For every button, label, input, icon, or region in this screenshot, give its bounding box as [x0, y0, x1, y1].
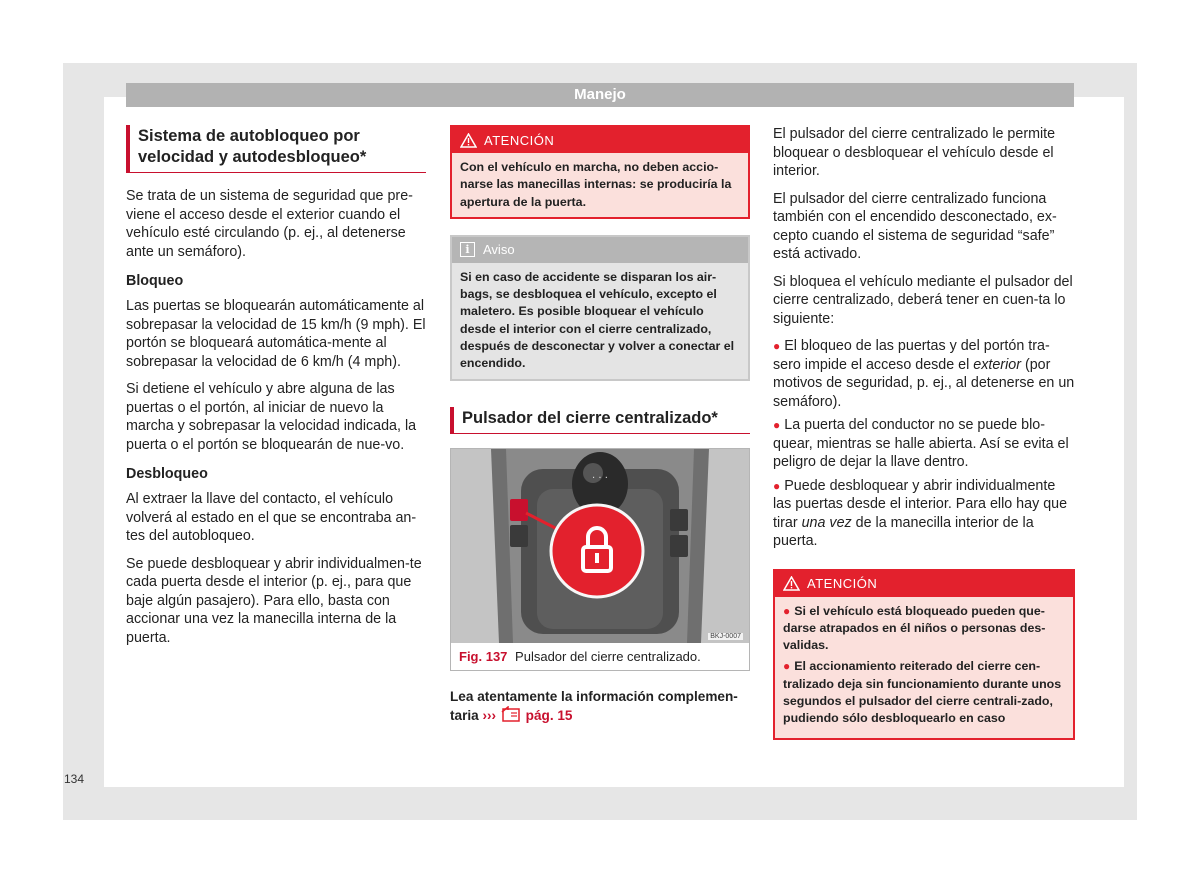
pulsador-paragraph-3: Si bloquea el vehículo mediante el pulsador del cierre centralizado, deberá tener en cuen-ta lo siguiente:	[773, 273, 1073, 327]
read-more-text: Lea atentamente la información complemen-taria	[450, 688, 738, 723]
warning-text: Con el vehículo en marcha, no deben accio-narse las manecillas internas: se produciría la apertura de la puerta.	[452, 153, 748, 217]
warning-body	[775, 597, 1073, 738]
warning-box	[450, 125, 750, 219]
bloqueo-heading: Bloqueo	[126, 273, 184, 289]
read-more-arrows: ›››	[482, 707, 497, 723]
column-middle	[450, 125, 750, 725]
warning-triangle-icon	[783, 576, 800, 591]
page-number: 134	[64, 772, 85, 786]
column-right	[773, 125, 1075, 756]
desbloqueo-paragraph-1: Al extraer la llave del contacto, el vehículo volverá al estado en el que se encontraba an-tes del autobloqueo.	[126, 491, 417, 544]
section-title-pulsador: Pulsador del cierre centralizado*	[450, 407, 750, 434]
figure-caption	[451, 643, 749, 670]
list-item: ● La puerta del conductor no se puede blo-quear, mientras se halle abierta. Así se evita el peligro de dejar la llave dentro.	[773, 417, 1069, 470]
warning-triangle-icon	[460, 133, 477, 148]
bullet-list	[773, 337, 1075, 551]
list-item: ● El bloqueo de las puertas y del portón tra-sero impide el acceso desde el exterior (por motivos de seguridad, p. ej., al detenerse en un semáforo).	[773, 338, 1075, 410]
bullet-icon: ●	[773, 478, 781, 493]
warning-label: ATENCIÓN	[807, 576, 878, 591]
pulsador-paragraph-1: El pulsador del cierre centralizado le permite bloquear o desbloquear el vehículo desde el interior.	[773, 126, 1056, 179]
list-item: ● Puede desbloquear y abrir individualmente las puertas desde el interior. Para ello hay que tirar una vez de la manecilla interior de la puerta.	[773, 477, 1068, 549]
bullet-icon: ●	[783, 659, 791, 674]
bullet-icon: ●	[773, 339, 781, 353]
bloqueo-paragraph-1: Las puertas se bloquearán automáticamente al sobrepasar la velocidad de 15 km/h (9 mph). El portón se bloqueará automática-mente al sobrepasar la velocidad de 6 km/h (4 mph).	[126, 298, 426, 370]
note-header	[452, 237, 748, 263]
section-title-autobloqueo: Sistema de autobloqueo por velocidad y autodesbloqueo*	[126, 125, 426, 173]
info-icon: i	[460, 242, 475, 257]
note-box	[450, 235, 750, 381]
warning-list	[783, 603, 1065, 728]
figure-image	[451, 449, 749, 643]
svg-text:· · ·: · · ·	[592, 472, 608, 484]
desbloqueo-heading: Desbloqueo	[126, 466, 208, 482]
column-left	[126, 125, 426, 656]
gear-console-illustration	[451, 449, 749, 643]
warning-label: ATENCIÓN	[484, 132, 555, 148]
read-more	[450, 687, 750, 725]
list-item: ● El accionamiento reiterado del cierre cen-tralizado deja sin funcionamiento durante unos segundos el pulsador del cierre centrali-zado, pudiendo sólo desbloquearlo en caso	[783, 659, 1062, 726]
warning-box-2	[773, 569, 1075, 740]
pulsador-paragraph-2: El pulsador del cierre centralizado funciona también con el encendido desconectado, ex-cepto cuando el sistema de seguridad “safe” está activado.	[773, 190, 1057, 262]
list-item: ● Si el vehículo está bloqueado pueden que-darse atrapados en él niños o personas des-validas.	[783, 603, 1046, 653]
figure-caption-text: Pulsador del cierre centralizado.	[515, 648, 701, 664]
intro-paragraph: Se trata de un sistema de seguridad que pre-viene el acceso desde el exterior cuando el vehículo esté circulando (p. ej., al detenerse ante un semáforo).	[126, 188, 413, 260]
warning-header	[775, 571, 1073, 597]
warning-header	[452, 127, 748, 153]
bullet-icon: ●	[773, 418, 781, 432]
figure-code: BKJ-0007	[710, 632, 741, 640]
bullet-icon: ●	[783, 603, 791, 618]
desbloqueo-paragraph-2: Se puede desbloquear y abrir individualmen-te cada puerta desde el interior (p. ej., para que baje algún pasajero). Para ello, basta con accionar una vez la manecilla interna de la puerta.	[126, 555, 422, 646]
read-more-page-link[interactable]: pág. 15	[525, 707, 573, 723]
book-reference-icon[interactable]	[500, 706, 522, 722]
note-label: Aviso	[483, 242, 515, 258]
figure-137	[450, 448, 750, 671]
figure-label: Fig. 137	[459, 648, 508, 664]
bloqueo-paragraph-2: Si detiene el vehículo y abre alguna de las puertas o el portón, al iniciar de nuevo la marcha y sobrepasar la velocidad indicada, la puerta o el portón se bloquearán de nue-vo.	[126, 381, 417, 453]
chapter-header: Manejo	[126, 83, 1074, 107]
note-text: Si en caso de accidente se disparan los air-bags, se desbloquea el vehículo, excepto el maletero. Es posible bloquear el vehículo desde el interior con el cierre centralizado, después de desconectar y volver a conectar el encendido.	[452, 263, 748, 379]
